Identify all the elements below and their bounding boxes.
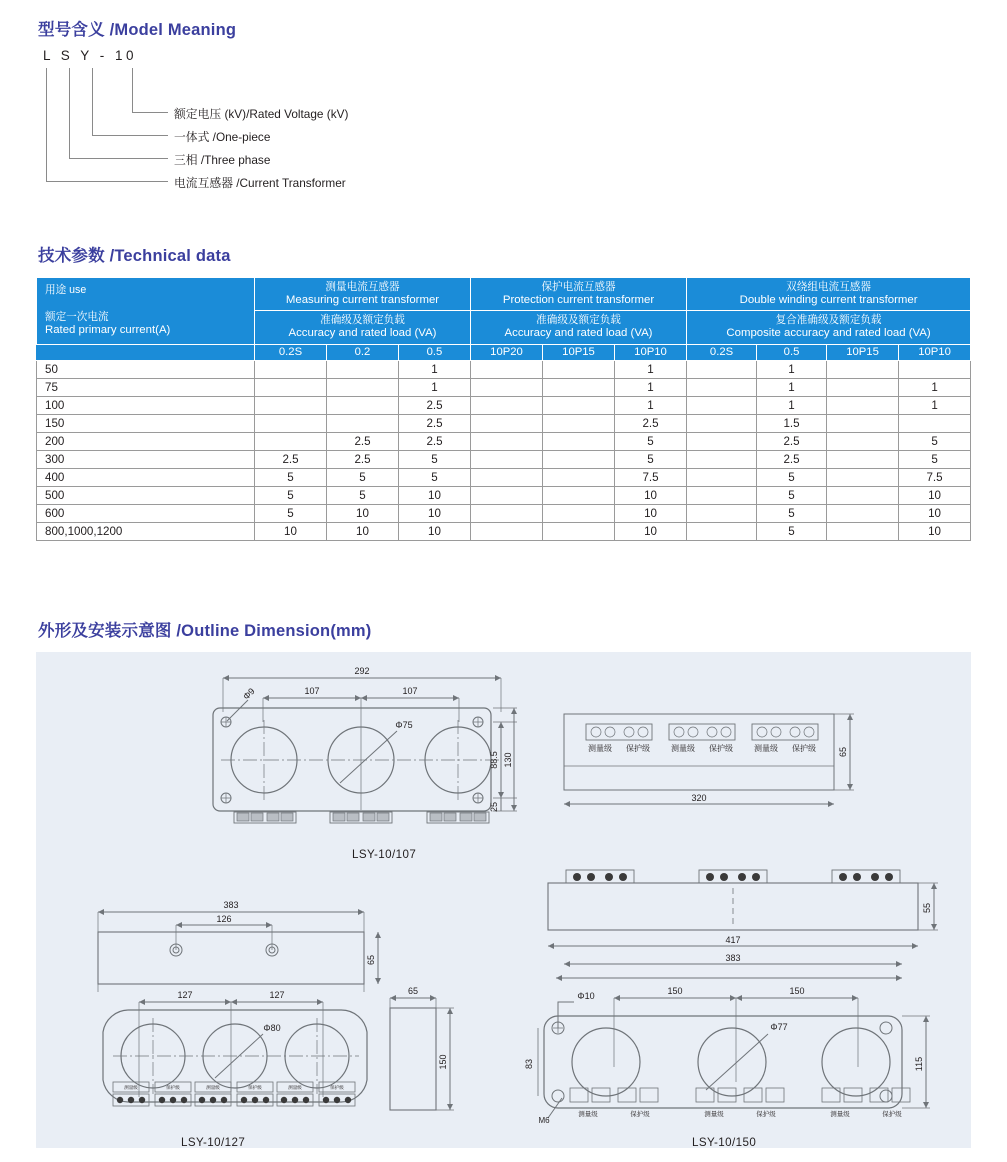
table-cell-value <box>471 451 543 469</box>
subgroup-header-measuring: 准确级及额定负载 Accuracy and rated load (VA) <box>255 311 471 344</box>
section-title-model-meaning: 型号含义 /Model Meaning <box>38 21 237 39</box>
leader-line-v-1 <box>46 68 47 181</box>
caption-lsy10-127: LSY-10/127 <box>181 1136 246 1149</box>
outline-dimension-panel <box>36 652 971 1148</box>
subgroup-header-protection: 准确级及额定负载 Accuracy and rated load (VA) <box>471 311 687 344</box>
dim-107-overall: 292 <box>354 666 370 676</box>
unit-header-6: 0.2S <box>687 344 757 361</box>
table-cell-value: 10 <box>399 487 471 505</box>
table-cell-value: 5 <box>255 487 327 505</box>
table-cell-value <box>543 361 615 379</box>
dim-front-mount: 383 <box>725 953 741 963</box>
table-cell-value <box>543 505 615 523</box>
table-cell-value: 10 <box>255 523 327 541</box>
model-legend-one-piece: 一体式 /One-piece <box>174 130 271 144</box>
table-cell-rated-current: 50 <box>37 361 255 379</box>
table-row <box>37 433 971 451</box>
terminal-label-protect-2: 保护级 <box>709 744 733 753</box>
table-cell-value: 1 <box>899 379 971 397</box>
leader-line-h-1 <box>132 112 168 113</box>
table-cell-value: 10 <box>899 523 971 541</box>
table-cell-value <box>687 379 757 397</box>
table-cell-value <box>687 361 757 379</box>
label-127-protect-3: 保护级 <box>330 1085 344 1090</box>
table-cell-value <box>687 415 757 433</box>
unit-header-9: 10P10 <box>899 344 971 361</box>
caption-lsy10-150: LSY-10/150 <box>692 1136 757 1149</box>
table-cell-value: 10 <box>615 523 687 541</box>
table-cell-value: 1 <box>757 397 827 415</box>
unit-header-8: 10P15 <box>827 344 899 361</box>
drawing-lsy10-127 <box>91 982 391 1127</box>
table-header-row-group <box>37 278 971 311</box>
table-cell-value <box>687 397 757 415</box>
dim-107-h-low: 25 <box>489 801 499 813</box>
dim-107-hole: Φ9 <box>241 686 257 702</box>
table-cell-value <box>327 397 399 415</box>
table-cell-rated-current: 100 <box>37 397 255 415</box>
table-cell-rated-current: 800,1000,1200 <box>37 523 255 541</box>
table-cell-value <box>471 361 543 379</box>
table-cell-value: 5 <box>399 451 471 469</box>
table-cell-value <box>899 361 971 379</box>
table-cell-value: 1 <box>399 361 471 379</box>
unit-header-3: 10P20 <box>471 344 543 361</box>
dim-150-bore: Φ77 <box>770 1022 788 1032</box>
table-cell-value <box>327 415 399 433</box>
table-cell-value <box>687 523 757 541</box>
table-cell-value: 1 <box>615 361 687 379</box>
unit-header-spacer <box>37 344 255 361</box>
table-cell-value <box>471 415 543 433</box>
leader-line-h-2 <box>92 135 168 136</box>
table-cell-value: 5 <box>899 433 971 451</box>
dim-topview-width: 383 <box>223 900 239 910</box>
technical-data-table-wrap <box>36 277 971 541</box>
dim-terminal-height: 65 <box>838 746 848 758</box>
table-cell-value: 10 <box>399 523 471 541</box>
label-127-measure-3: 测量级 <box>288 1085 302 1090</box>
label-150-measure-2: 测量级 <box>704 1111 724 1118</box>
table-cell-value <box>255 379 327 397</box>
table-cell-value <box>255 433 327 451</box>
table-cell-rated-current: 300 <box>37 451 255 469</box>
table-cell-value: 5 <box>399 469 471 487</box>
unit-header-4: 10P15 <box>543 344 615 361</box>
leader-line-v-2 <box>69 68 70 158</box>
corner-row-en: Rated primary current(A) <box>45 323 171 336</box>
dim-107-pitch-right: 107 <box>402 686 418 696</box>
table-cell-value <box>899 415 971 433</box>
table-cell-value <box>255 361 327 379</box>
table-row <box>37 523 971 541</box>
table-cell-value: 1.5 <box>757 415 827 433</box>
group-header-double-winding: 双绕组电流互感器 Double winding current transformer <box>687 278 971 311</box>
table-cell-value <box>471 397 543 415</box>
table-cell-value: 10 <box>399 505 471 523</box>
unit-header-1: 0.2 <box>327 344 399 361</box>
label-127-measure-2: 测量级 <box>206 1085 220 1090</box>
model-legend-current-transformer: 电流互感器 /Current Transformer <box>174 176 346 190</box>
table-cell-value: 10 <box>899 505 971 523</box>
section-title-technical-data: 技术参数 /Technical data <box>38 247 231 265</box>
leader-line-v-3 <box>92 68 93 135</box>
table-cell-value <box>543 379 615 397</box>
table-cell-value: 7.5 <box>615 469 687 487</box>
table-cell-value <box>471 433 543 451</box>
terminal-label-protect-3: 保护级 <box>792 744 816 753</box>
dim-107-h-inner: 88.5 <box>489 751 499 769</box>
table-cell-value: 7.5 <box>899 469 971 487</box>
table-row <box>37 415 971 433</box>
unit-header-5: 10P10 <box>615 344 687 361</box>
table-cell-value <box>827 379 899 397</box>
dim-front-overall: 417 <box>725 935 741 945</box>
table-cell-value <box>543 451 615 469</box>
table-cell-value <box>255 397 327 415</box>
table-cell-rated-current: 200 <box>37 433 255 451</box>
table-cell-value <box>543 433 615 451</box>
table-cell-value: 2.5 <box>255 451 327 469</box>
table-row <box>37 505 971 523</box>
table-cell-value <box>827 469 899 487</box>
leader-line-v-4 <box>132 68 133 112</box>
terminal-label-measure-2: 测量级 <box>671 744 695 753</box>
model-legend-rated-voltage: 额定电压 (kV)/Rated Voltage (kV) <box>174 107 349 121</box>
table-cell-value: 5 <box>327 469 399 487</box>
table-cell-value: 2.5 <box>327 433 399 451</box>
table-cell-value: 10 <box>899 487 971 505</box>
drawing-lsy10-150 <box>524 972 956 1127</box>
table-cell-value: 1 <box>615 397 687 415</box>
table-cell-rated-current: 500 <box>37 487 255 505</box>
model-legend-three-phase: 三相 /Three phase <box>174 153 271 167</box>
dim-127-pitch-right: 127 <box>269 990 285 1000</box>
table-row <box>37 361 971 379</box>
table-cell-value <box>471 487 543 505</box>
table-cell-value <box>471 505 543 523</box>
table-cell-value <box>471 469 543 487</box>
table-cell-value <box>687 451 757 469</box>
table-cell-value <box>471 523 543 541</box>
table-cell-rated-current: 75 <box>37 379 255 397</box>
table-cell-value: 5 <box>615 451 687 469</box>
table-header-row-units <box>37 344 971 361</box>
table-cell-value: 2.5 <box>399 433 471 451</box>
table-cell-value: 5 <box>899 451 971 469</box>
leader-line-h-4 <box>46 181 168 182</box>
model-meaning-diagram <box>38 48 508 198</box>
dim-side-height: 150 <box>438 1054 448 1070</box>
terminal-label-measure-1: 测量级 <box>588 744 612 753</box>
table-cell-value <box>327 361 399 379</box>
table-row <box>37 487 971 505</box>
table-cell-value: 2.5 <box>327 451 399 469</box>
table-cell-value: 2.5 <box>757 433 827 451</box>
unit-header-0: 0.2S <box>255 344 327 361</box>
table-cell-value: 5 <box>757 469 827 487</box>
technical-data-table <box>36 277 971 541</box>
table-cell-value <box>543 487 615 505</box>
drawing-side-view <box>376 982 496 1122</box>
table-cell-rated-current: 150 <box>37 415 255 433</box>
table-row <box>37 469 971 487</box>
table-row <box>37 379 971 397</box>
table-cell-rated-current: 600 <box>37 505 255 523</box>
table-cell-value <box>327 379 399 397</box>
label-127-protect-1: 保护级 <box>166 1085 180 1090</box>
subgroup-header-double-winding: 复合准确级及额定负载 Composite accuracy and rated load (VA) <box>687 311 971 344</box>
table-cell-value: 5 <box>255 469 327 487</box>
dim-150-height: 115 <box>914 1056 924 1072</box>
table-cell-value: 2.5 <box>757 451 827 469</box>
dim-150-pitch-left: 150 <box>667 986 683 996</box>
table-cell-value: 5 <box>757 523 827 541</box>
model-code-text: L S Y - 10 <box>43 48 138 63</box>
dim-107-h-outer: 130 <box>503 752 513 768</box>
label-150-measure-3: 测量级 <box>830 1111 850 1118</box>
table-cell-value: 5 <box>255 505 327 523</box>
table-cell-value <box>827 487 899 505</box>
leader-line-h-3 <box>69 158 168 159</box>
label-150-protect-2: 保护级 <box>756 1111 776 1118</box>
table-cell-value <box>827 433 899 451</box>
table-cell-value: 1 <box>757 379 827 397</box>
table-cell-value: 1 <box>615 379 687 397</box>
section-title-outline-dimension: 外形及安装示意图 /Outline Dimension(mm) <box>38 622 372 640</box>
dim-150-hole: Φ10 <box>577 991 595 1001</box>
drawing-lsy10-107 <box>201 660 521 845</box>
dim-topview-pitch: 126 <box>216 914 232 924</box>
table-cell-value: 5 <box>757 487 827 505</box>
table-cell-value <box>687 505 757 523</box>
dim-107-pitch-left: 107 <box>304 686 320 696</box>
table-cell-value <box>827 415 899 433</box>
drawing-terminal-panel <box>544 704 884 832</box>
table-cell-value <box>255 415 327 433</box>
terminal-label-protect-1: 保护级 <box>626 744 650 753</box>
dim-127-pitch-left: 127 <box>177 990 193 1000</box>
table-corner-cell <box>37 278 255 345</box>
label-150-protect-1: 保护级 <box>630 1111 650 1118</box>
table-cell-value <box>543 397 615 415</box>
table-cell-value: 5 <box>757 505 827 523</box>
table-cell-value: 1 <box>399 379 471 397</box>
table-cell-rated-current: 400 <box>37 469 255 487</box>
table-cell-value <box>687 469 757 487</box>
table-cell-value: 5 <box>615 433 687 451</box>
table-cell-value <box>687 487 757 505</box>
dim-150-pitch-right: 150 <box>789 986 805 996</box>
table-cell-value <box>827 523 899 541</box>
unit-header-2: 0.5 <box>399 344 471 361</box>
table-cell-value <box>827 397 899 415</box>
unit-header-7: 0.5 <box>757 344 827 361</box>
dim-front-height: 55 <box>922 902 932 914</box>
table-cell-value: 5 <box>327 487 399 505</box>
table-cell-value <box>827 451 899 469</box>
table-cell-value: 10 <box>615 505 687 523</box>
drawing-front-417 <box>536 860 956 980</box>
table-cell-value: 10 <box>327 505 399 523</box>
table-row <box>37 451 971 469</box>
table-cell-value <box>543 415 615 433</box>
dim-150-thread: M6 <box>538 1116 550 1125</box>
table-cell-value: 2.5 <box>615 415 687 433</box>
dim-150-edge: 83 <box>524 1058 534 1070</box>
label-150-measure-1: 测量级 <box>578 1111 598 1118</box>
table-row <box>37 397 971 415</box>
dim-topview-height: 65 <box>366 954 376 966</box>
technical-data-table-body <box>37 361 971 541</box>
dim-127-bore: Φ80 <box>263 1023 281 1033</box>
dim-terminal-width: 320 <box>691 793 707 803</box>
dim-side-width: 65 <box>407 986 419 996</box>
caption-lsy10-107: LSY-10/107 <box>352 848 417 861</box>
group-header-measuring: 测量电流互感器 Measuring current transformer <box>255 278 471 311</box>
corner-row-cn: 额定一次电流 <box>45 311 109 324</box>
table-cell-value <box>827 505 899 523</box>
label-150-protect-3: 保护级 <box>882 1111 902 1118</box>
table-cell-value <box>543 523 615 541</box>
label-127-measure-1: 测量级 <box>124 1085 138 1090</box>
table-cell-value: 10 <box>615 487 687 505</box>
table-cell-value <box>543 469 615 487</box>
table-cell-value: 1 <box>899 397 971 415</box>
table-cell-value: 10 <box>327 523 399 541</box>
table-cell-value <box>827 361 899 379</box>
terminal-label-measure-3: 测量级 <box>754 744 778 753</box>
dim-107-bore: Φ75 <box>395 720 413 730</box>
group-header-protection: 保护电流互感器 Protection current transformer <box>471 278 687 311</box>
table-cell-value <box>471 379 543 397</box>
corner-use-cn: 用途 use <box>45 284 87 297</box>
table-cell-value: 1 <box>757 361 827 379</box>
label-127-protect-2: 保护级 <box>248 1085 262 1090</box>
table-cell-value: 2.5 <box>399 415 471 433</box>
table-cell-value: 2.5 <box>399 397 471 415</box>
table-cell-value <box>687 433 757 451</box>
